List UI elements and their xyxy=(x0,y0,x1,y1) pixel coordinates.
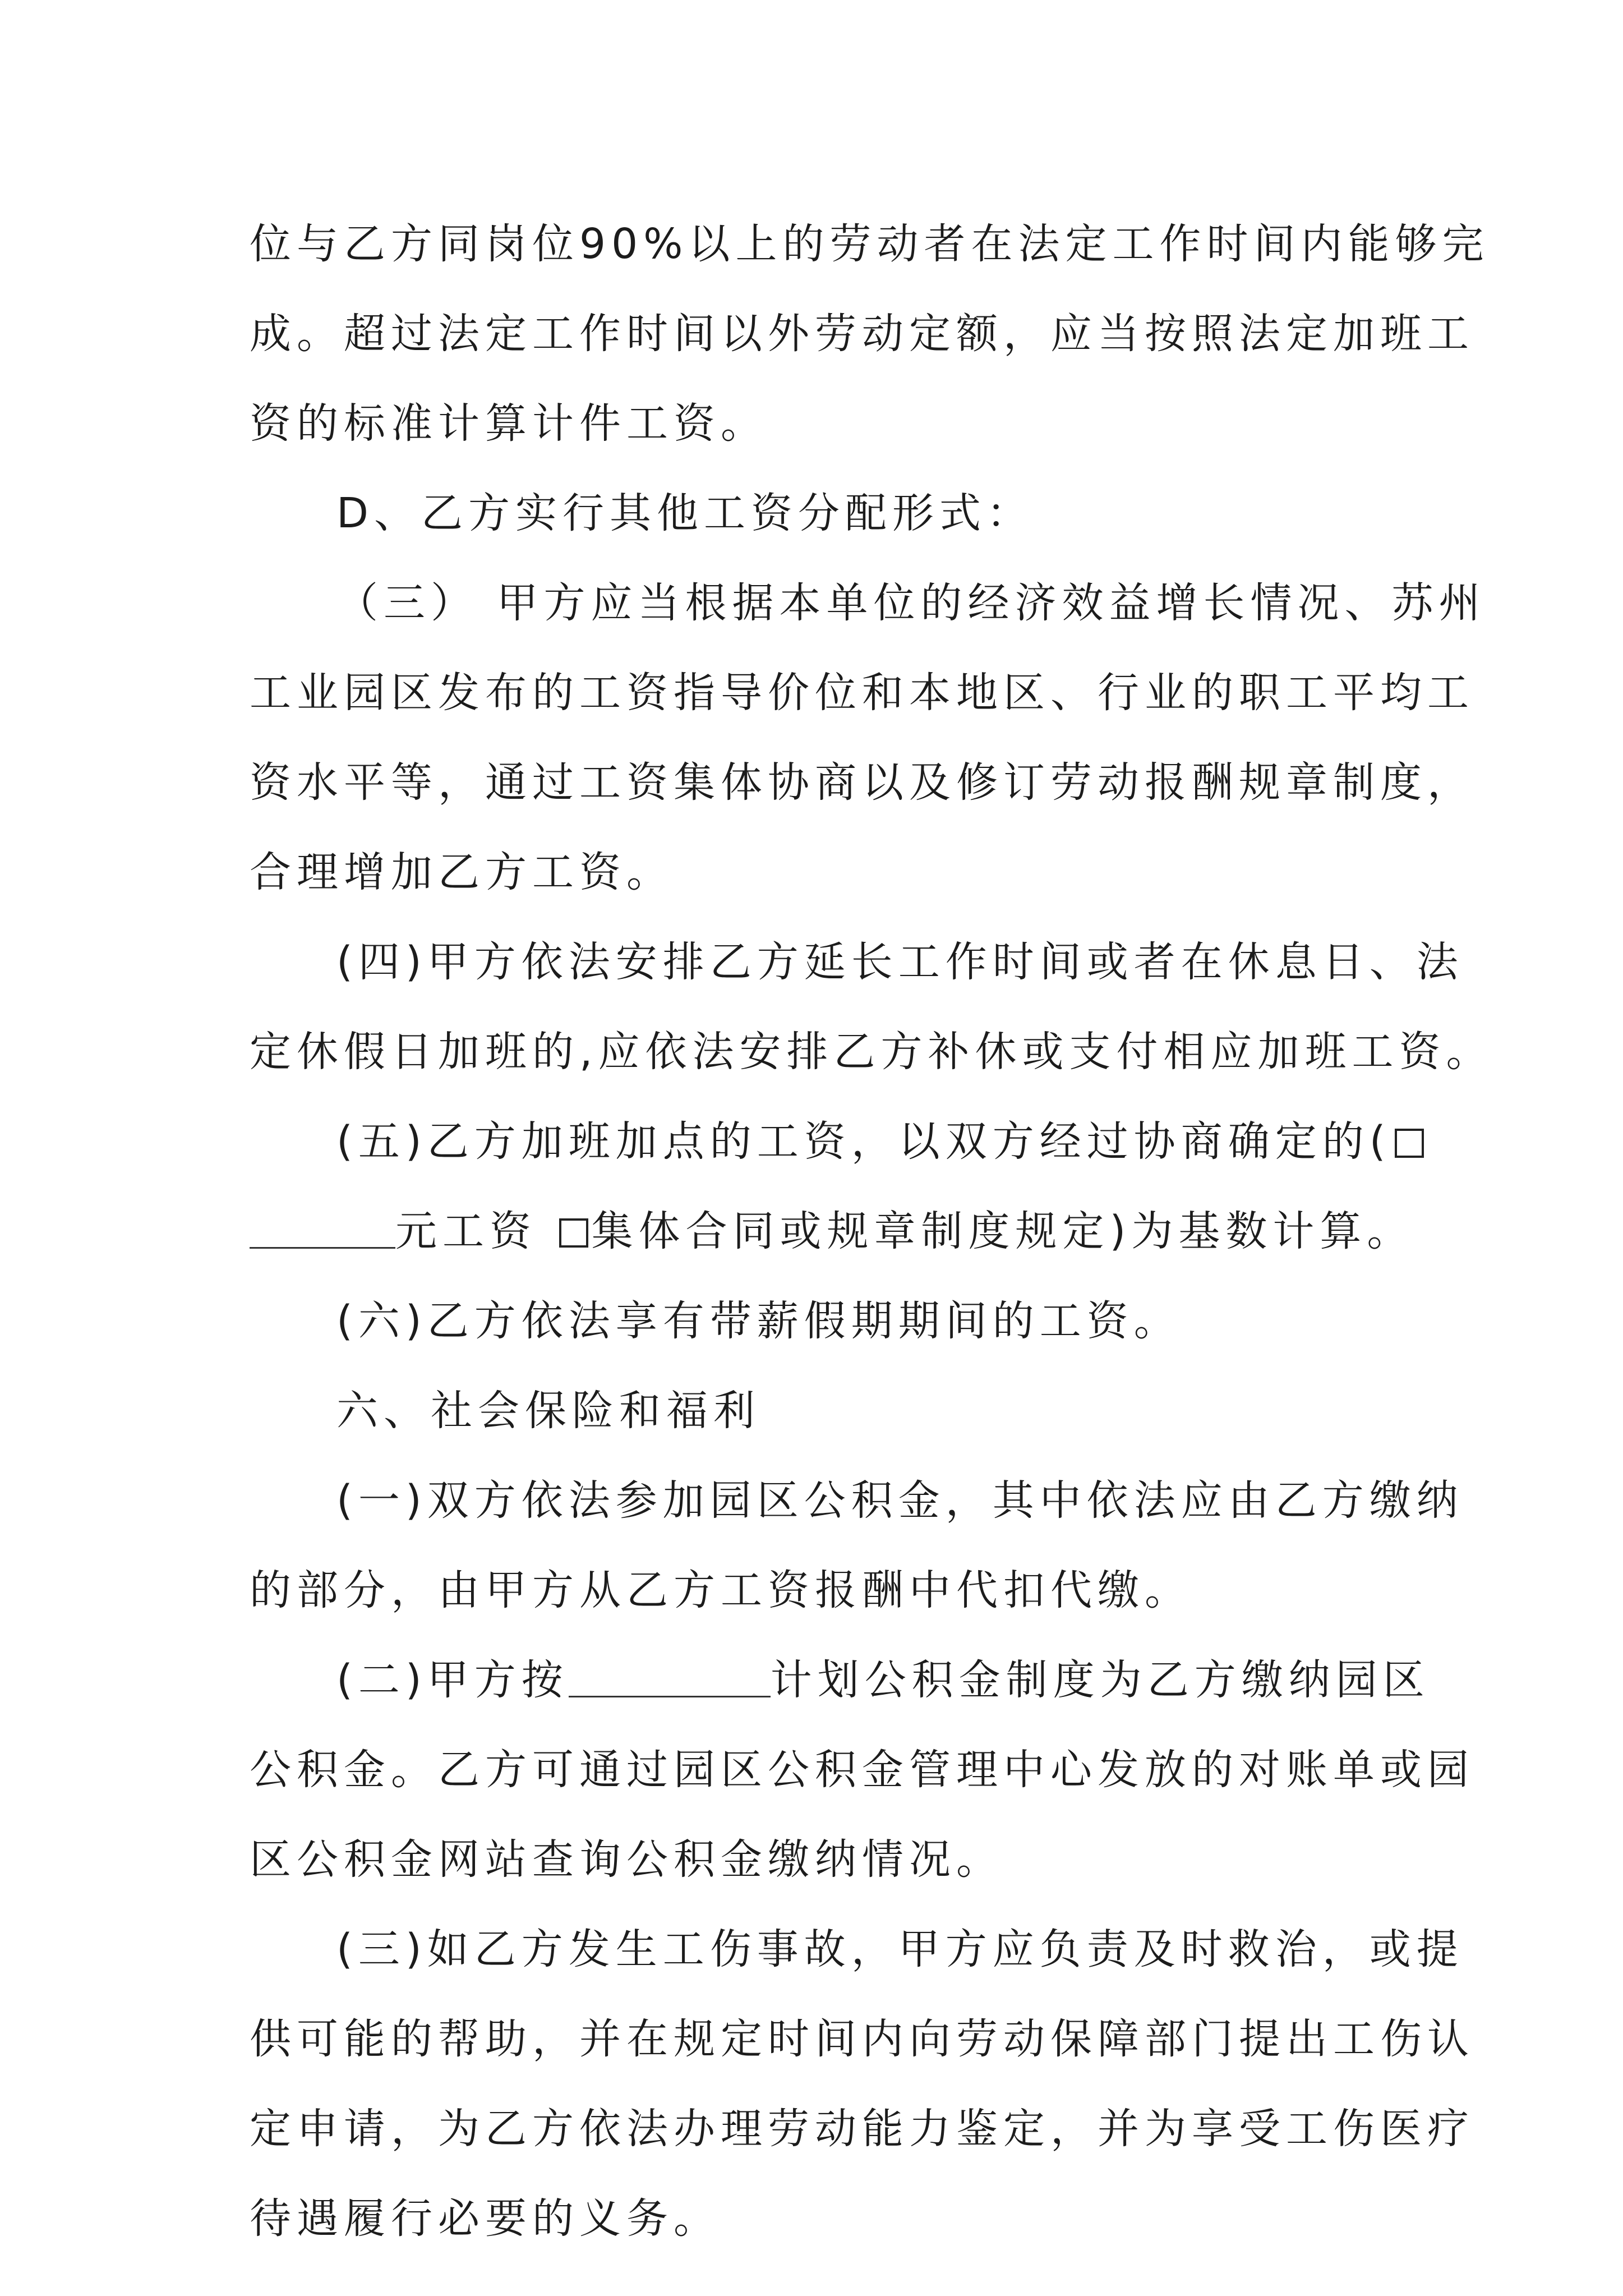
text-line: 待遇履行必要的义务。 xyxy=(250,2194,721,2243)
text-segment: (二)甲方按 xyxy=(336,1656,569,1704)
text-line: 定申请，为乙方依法办理劳动能力鉴定，并为享受工伤医疗 xyxy=(250,2105,1474,2153)
fill-in-blank xyxy=(569,1662,771,1697)
text-line: 成。超过法定工作时间以外劳动定额，应当按照法定加班工 xyxy=(250,310,1474,358)
text-segment: 集体合同或规章制度规定)为基数计算。 xyxy=(591,1207,1414,1255)
text-line xyxy=(336,1111,1427,1172)
text-segment: 计划公积金制度为乙方缴纳园区 xyxy=(770,1656,1430,1704)
text-segment: (五)乙方加班加点的工资，以双方经过协商确定的( xyxy=(336,1117,1391,1166)
text-line: 区公积金网站查询公积金缴纳情况。 xyxy=(250,1835,1003,1884)
text-line: (三)如乙方发生工伤事故，甲方应负责及时救治，或提 xyxy=(336,1925,1464,1973)
text-line: （三） 甲方应当根据本单位的经济效益增长情况、苏州 xyxy=(336,579,1486,627)
text-line: (一)双方依法参加园区公积金，其中依法应由乙方缴纳 xyxy=(336,1476,1464,1525)
checkbox-icon xyxy=(559,1218,588,1248)
text-line: D、乙方实行其他工资分配形式： xyxy=(336,489,1034,537)
text-line xyxy=(336,1649,1430,1711)
text-line: 资水平等，通过工资集体协商以及修订劳动报酬规章制度， xyxy=(250,758,1474,807)
text-line: 公积金。乙方可通过园区公积金管理中心发放的对账单或园 xyxy=(250,1746,1474,1794)
checkbox-icon xyxy=(1395,1129,1424,1158)
text-line: (四)甲方依法安排乙方延长工作时间或者在休息日、法 xyxy=(336,938,1464,986)
text-line xyxy=(250,1200,1414,1262)
text-line: 工业园区发布的工资指导价位和本地区、行业的职工平均工 xyxy=(250,669,1474,717)
text-line: (六)乙方依法享有带薪假期期间的工资。 xyxy=(336,1297,1181,1345)
text-line: 定休假日加班的,应依法安排乙方补休或支付相应加班工资。 xyxy=(250,1028,1493,1076)
fill-in-blank xyxy=(250,1213,395,1249)
text-line: 合理增加乙方工资。 xyxy=(250,848,674,896)
section-heading: 六、社会保险和福利 xyxy=(336,1387,760,1435)
text-segment: 元工资 xyxy=(395,1207,556,1255)
text-line: 供可能的帮助，并在规定时间内向劳动保障部门提出工伤认 xyxy=(250,2015,1474,2063)
text-line: 资的标准计算计件工资。 xyxy=(250,399,768,448)
text-line: 位与乙方同岗位90%以上的劳动者在法定工作时间内能够完 xyxy=(250,220,1490,268)
text-line: 的部分，由甲方从乙方工资报酬中代扣代缴。 xyxy=(250,1566,1192,1614)
